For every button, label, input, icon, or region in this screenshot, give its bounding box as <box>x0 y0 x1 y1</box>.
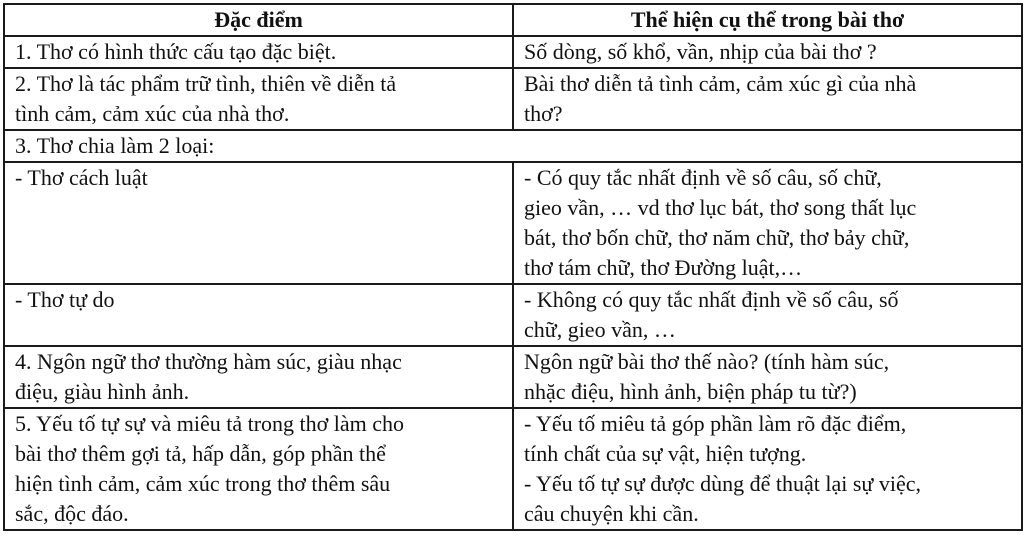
cell-line: - Không có quy tắc nhất định về số câu, số <box>524 287 899 312</box>
cell-characteristic <box>4 36 513 68</box>
poetry-characteristics-table <box>3 3 1023 531</box>
cell-line: gieo vần, … vd thơ lục bát, thơ song thất lục <box>524 195 917 220</box>
cell-line: câu chuyện khi cần. <box>524 501 699 526</box>
cell-line: - Yếu tố miêu tả góp phần làm rõ đặc điểm, <box>524 411 907 436</box>
cell-line: - Yếu tố tự sự được dùng để thuật lại sự việc, <box>524 471 921 496</box>
table-row <box>4 68 1022 130</box>
cell-line: Số dòng, số khổ, vần, nhịp của bài thơ ? <box>524 39 877 64</box>
header-manifestation: Thể hiện cụ thể trong bài thơ <box>513 4 1022 36</box>
cell-line: Ngôn ngữ bài thơ thế nào? (tính hàm súc, <box>524 349 890 374</box>
cell-line: - Thơ cách luật <box>15 165 148 190</box>
cell-line: 1. Thơ có hình thức cấu tạo đặc biệt. <box>15 39 337 64</box>
cell-line: tính chất của sự vật, hiện tượng. <box>524 441 807 466</box>
cell-line: 4. Ngôn ngữ thơ thường hàm súc, giàu nhạc <box>15 349 402 374</box>
cell-line: thơ tám chữ, thơ Đường luật,… <box>524 255 803 280</box>
cell-characteristic <box>4 408 513 530</box>
table-header-row <box>4 4 1022 36</box>
table-row <box>4 346 1022 408</box>
cell-line: nhặc điệu, hình ảnh, biện pháp tu từ?) <box>524 379 857 404</box>
cell-line: bát, thơ bốn chữ, thơ năm chữ, thơ bảy chữ, <box>524 225 910 250</box>
cell-manifestation <box>513 284 1022 346</box>
table-row <box>4 130 1022 162</box>
table-row <box>4 408 1022 530</box>
cell-manifestation <box>513 346 1022 408</box>
cell-manifestation <box>513 68 1022 130</box>
table-row <box>4 36 1022 68</box>
cell-line: điệu, giàu hình ảnh. <box>15 379 190 404</box>
cell-characteristic <box>4 162 513 284</box>
cell-line: sắc, độc đáo. <box>15 501 129 526</box>
cell-line: 2. Thơ là tác phẩm trữ tình, thiên về diễn tả <box>15 71 397 96</box>
cell-line: tình cảm, cảm xúc của nhà thơ. <box>15 101 290 126</box>
cell-line: Bài thơ diễn tả tình cảm, cảm xúc gì của nhà <box>524 71 917 96</box>
cell-line: bài thơ thêm gợi tả, hấp dẫn, góp phần thể <box>15 441 386 466</box>
cell-characteristic <box>4 346 513 408</box>
cell-line: hiện tình cảm, cảm xúc trong thơ thêm sâu <box>15 471 391 496</box>
table-row <box>4 284 1022 346</box>
cell-line: - Có quy tắc nhất định về số câu, số chữ, <box>524 165 882 190</box>
cell-manifestation <box>513 408 1022 530</box>
cell-line: chữ, gieo vần, … <box>524 317 676 342</box>
cell-manifestation <box>513 36 1022 68</box>
cell-line: 5. Yếu tố tự sự và miêu tả trong thơ làm cho <box>15 411 405 436</box>
cell-characteristic <box>4 68 513 130</box>
table-row <box>4 162 1022 284</box>
cell-full-width: 3. Thơ chia làm 2 loại: <box>4 130 1022 162</box>
cell-characteristic <box>4 284 513 346</box>
cell-line: - Thơ tự do <box>15 287 115 312</box>
header-characteristics: Đặc điểm <box>4 4 513 36</box>
cell-manifestation <box>513 162 1022 284</box>
cell-line: thơ? <box>524 101 563 126</box>
